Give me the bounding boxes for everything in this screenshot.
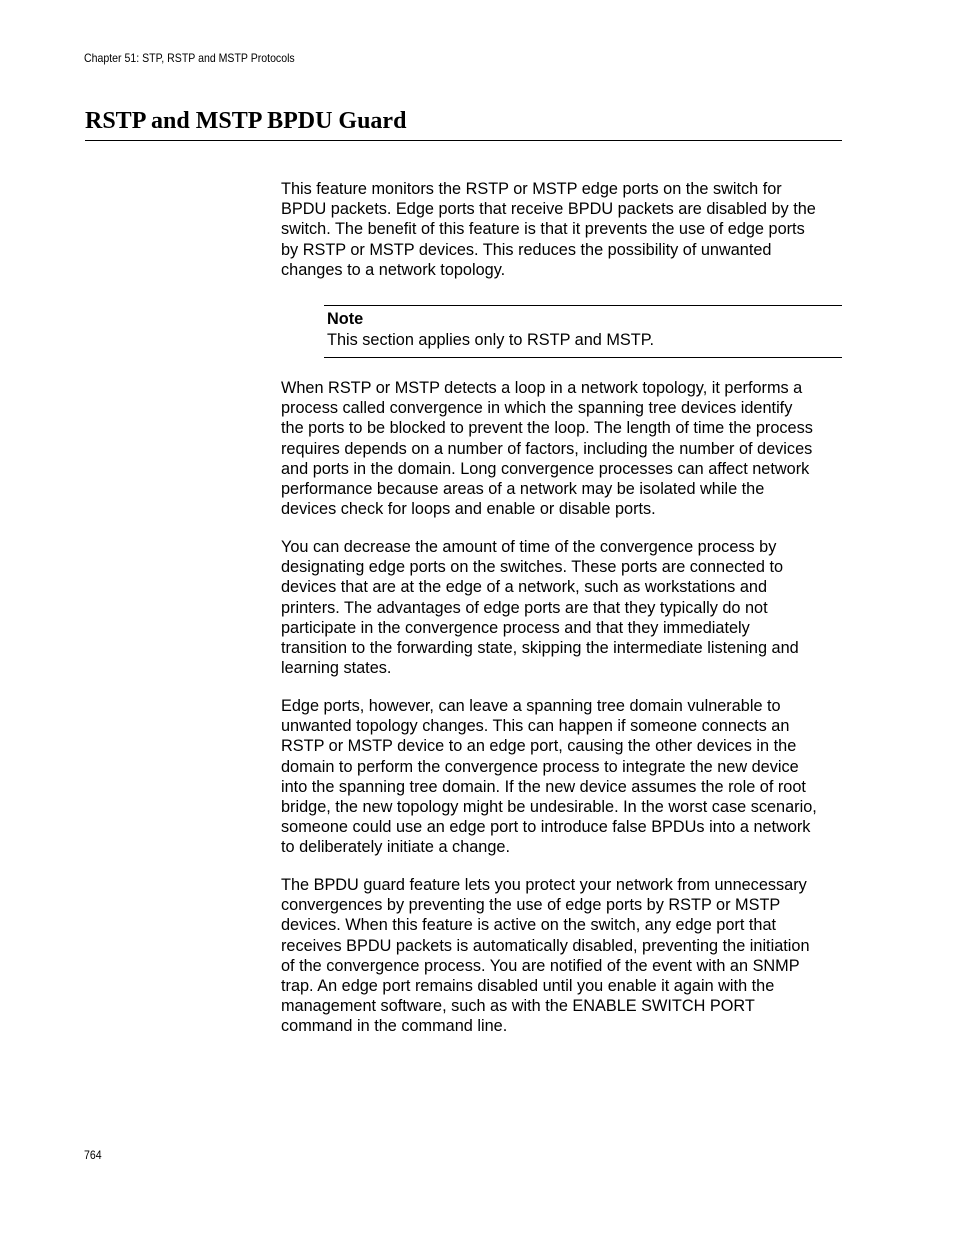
note-text: This section applies only to RSTP and MSTP.: [327, 331, 654, 349]
convergence-paragraph-block: [281, 378, 842, 519]
page-number: 764: [84, 1148, 102, 1162]
bpdu-guard-paragraph-block: [281, 875, 842, 1037]
bpdu-guard-paragraph: The BPDU guard feature lets you protect your network from unnecessary convergences by preventing the use of edge ports by RSTP or MSTP devices. When this feature is active on the switch, any edge port that receives BPDU packets is automatically disabled, preventing the initiation of the convergence process. You are notified of the event with an SNMP trap. An edge port remains disabled until you enable it again with the management software, such as with the ENABLE SWITCH PORT command in the command line.: [281, 876, 810, 1036]
intro-paragraph-block: [281, 179, 842, 280]
vulnerability-paragraph-block: [281, 696, 842, 858]
convergence-paragraph: When RSTP or MSTP detects a loop in a network topology, it performs a process called convergence in which the spanning tree devices identify the ports to be blocked to prevent the loop. The length of time the process requires depends on a number of factors, including the number of devices and ports in the domain. Long convergence processes can affect network performance because areas of a network may be isolated while the devices check for loops and enable or disable ports.: [281, 379, 813, 519]
running-header: Chapter 51: STP, RSTP and MSTP Protocols: [84, 51, 295, 65]
note-box: [324, 305, 842, 358]
section-title: RSTP and MSTP BPDU Guard: [85, 108, 407, 134]
vulnerability-paragraph: Edge ports, however, can leave a spanning tree domain vulnerable to unwanted topology changes. This can happen if someone connects an RSTP or MSTP device to an edge port, causing the other devices in the domain to perform the convergence process to integrate the new device into the spanning tree domain. If the new device assumes the role of root bridge, the new topology might be undesirable. In the worst case scenario, someone could use an edge port to introduce false BPDUs into a network to deliberately initiate a change.: [281, 697, 817, 857]
note-heading: Note: [327, 310, 364, 328]
intro-paragraph: This feature monitors the RSTP or MSTP edge ports on the switch for BPDU packets. Edge ports that receive BPDU packets are disabled by the switch. The benefit of this feature is that it prevents the use of edge ports by RSTP or MSTP devices. This reduces the possibility of unwanted changes to a network topology.: [281, 180, 816, 279]
edge-ports-paragraph: You can decrease the amount of time of the convergence process by designating edge ports on the switches. These ports are connected to devices that are at the edge of a network, such as workstations and printers. The advantages of edge ports are that they typically do not participate in the convergence process and that they immediately transition to the forwarding state, skipping the intermediate listening and learning states.: [281, 538, 799, 678]
edge-ports-paragraph-block: [281, 537, 842, 678]
title-rule: [85, 140, 842, 141]
